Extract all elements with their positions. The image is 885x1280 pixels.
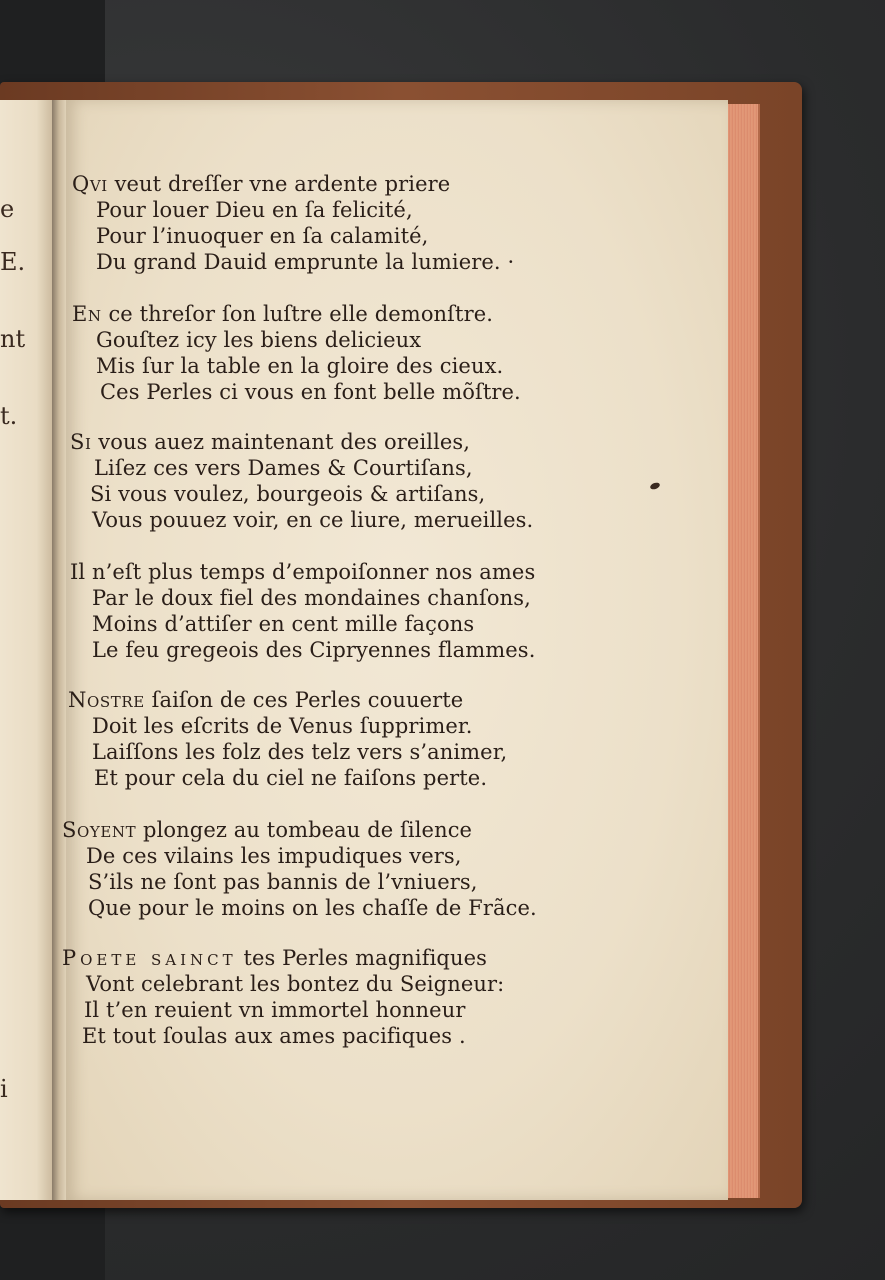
poem-line: Gouſtez icy les biens delicieux — [96, 328, 422, 352]
poem-line: Qvi veut dreſſer vne ardente priere — [72, 172, 451, 196]
poem-line: S’ils ne ſont pas bannis de l’vniuers, — [88, 870, 478, 894]
poem-line: Et tout ſoulas aux ames pacifiques . — [82, 1024, 466, 1048]
poem-line: De ces vilains les impudiques vers, — [86, 844, 462, 868]
poem-line: Que pour le moins on les chaſſe de Frãce. — [88, 896, 537, 920]
poem-line: Doit les eſcrits de Venus ſupprimer. — [92, 714, 473, 738]
poem-line: Poete sainct tes Perles magnifiques — [62, 946, 487, 970]
left-fragment: e — [0, 195, 15, 223]
poem-line: Du grand Dauid emprunte la lumiere. · — [96, 250, 515, 274]
left-fragment: i — [0, 1075, 8, 1103]
poem-line: Mis ſur la table en la gloire des cieux. — [96, 354, 504, 378]
poem-line: Le feu gregeois des Cipryennes flammes. — [92, 638, 536, 662]
left-fragment: nt — [0, 325, 26, 353]
poem-line: Vous pouuez voir, en ce liure, merueilles. — [92, 508, 534, 532]
right-page — [62, 100, 728, 1200]
poem-line: Soyent plongez au tombeau de ſilence — [62, 818, 473, 842]
poem-line: Il n’eſt plus temps d’empoiſonner nos ames — [70, 560, 536, 584]
poem-line: Si vous auez maintenant des oreilles, — [70, 430, 471, 454]
poem-line: Pour l’inuoquer en ſa calamité, — [96, 224, 429, 248]
poem-line: Par le doux fiel des mondaines chanſons, — [92, 586, 531, 610]
poem-line: Laiſſons les folz des telz vers s’animer, — [92, 740, 508, 764]
poem-line: Pour louer Dieu en ſa felicité, — [96, 198, 413, 222]
left-page — [0, 100, 52, 1200]
poem-line: Nostre ſaiſon de ces Perles couuerte — [68, 688, 464, 712]
poem-line: Ces Perles ci vous en font belle mõſtre. — [100, 380, 521, 404]
poem-line: En ce threſor ſon luſtre elle demonſtre. — [72, 302, 494, 326]
poem — [62, 100, 728, 1200]
poem-line: Moins d’attiſer en cent mille façons — [92, 612, 475, 636]
poem-line: Liſez ces vers Dames & Courtiſans, — [94, 456, 473, 480]
page-edges — [728, 104, 760, 1198]
left-fragment: t. — [0, 402, 18, 430]
poem-line: Si vous voulez, bourgeois & artiſans, — [90, 482, 486, 506]
poem-line: Et pour cela du ciel ne faiſons perte. — [94, 766, 488, 790]
poem-line: Vont celebrant les bontez du Seigneur: — [86, 972, 505, 996]
ink-blot — [649, 481, 660, 490]
left-fragment: E. — [0, 248, 26, 276]
poem-line: Il t’en reuient vn immortel honneur — [84, 998, 466, 1022]
